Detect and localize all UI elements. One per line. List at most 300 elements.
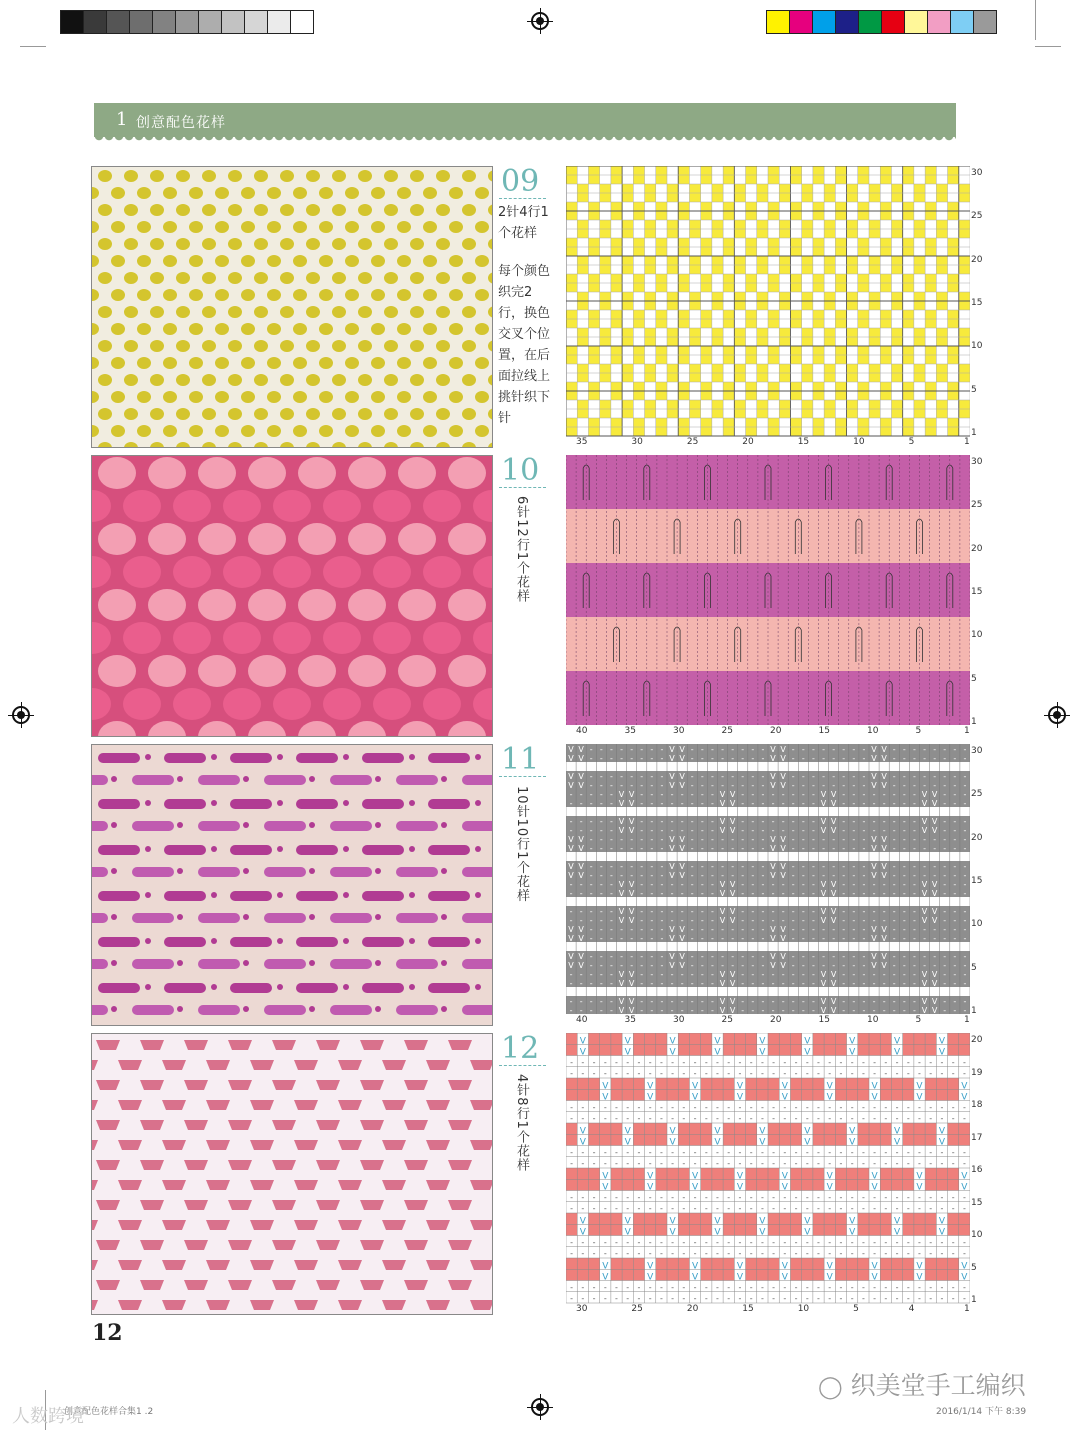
chart-cell bbox=[824, 1123, 835, 1134]
chart-cell bbox=[566, 1089, 577, 1100]
stitch-symbol: - bbox=[873, 1159, 877, 1168]
stitch-symbol: - bbox=[731, 952, 735, 961]
column-label: 1 bbox=[964, 1015, 970, 1025]
stitch-symbol: - bbox=[761, 790, 765, 799]
stitch-symbol: - bbox=[861, 1147, 865, 1157]
stitch-symbol: - bbox=[570, 1159, 574, 1168]
stitch-symbol: - bbox=[940, 1102, 944, 1112]
chart-cell bbox=[588, 418, 599, 427]
stitch-symbol: - bbox=[933, 961, 937, 970]
stitch-symbol: - bbox=[906, 1159, 910, 1168]
chart-cell bbox=[757, 1179, 768, 1190]
chart-cell bbox=[891, 1258, 902, 1269]
stitch-symbol: - bbox=[801, 871, 805, 880]
chart-cell bbox=[622, 328, 633, 337]
row-label: 15 bbox=[971, 1197, 983, 1208]
column-label: 25 bbox=[721, 726, 733, 736]
stitch-symbol: - bbox=[842, 952, 846, 961]
stitch-symbol: - bbox=[637, 1249, 641, 1258]
chart-cell bbox=[566, 1224, 577, 1235]
stitch-symbol: - bbox=[682, 1294, 686, 1303]
chart-cell bbox=[813, 238, 824, 247]
chart-cell bbox=[678, 427, 689, 436]
stitch-symbol: - bbox=[592, 1249, 596, 1258]
stitch-symbol: - bbox=[671, 1102, 675, 1112]
stitch-symbol: - bbox=[892, 799, 896, 808]
chart-cell bbox=[847, 409, 858, 418]
chart-cell bbox=[948, 1123, 959, 1134]
stitch-symbol: - bbox=[716, 1147, 719, 1157]
color-swatch bbox=[129, 10, 153, 34]
chart-cell bbox=[847, 193, 858, 202]
stitch-symbol: - bbox=[929, 1069, 933, 1078]
stitch-symbol: - bbox=[801, 925, 805, 934]
stitch-symbol: - bbox=[963, 970, 967, 979]
chart-cell bbox=[903, 283, 914, 292]
stitch-symbol: - bbox=[626, 1114, 630, 1123]
stitch-symbol: - bbox=[861, 1294, 865, 1303]
stitch-symbol: - bbox=[882, 916, 886, 925]
chart-cell bbox=[667, 193, 678, 202]
stitch-symbol: - bbox=[884, 1204, 888, 1213]
chart-cell bbox=[779, 328, 790, 337]
chart-cell bbox=[667, 265, 678, 274]
stitch-symbol: - bbox=[599, 916, 603, 925]
stitch-symbol: - bbox=[832, 754, 836, 763]
stitch-symbol: V bbox=[679, 754, 685, 763]
stitch-symbol: - bbox=[760, 1294, 764, 1303]
stitch-symbol: - bbox=[761, 799, 765, 808]
stitch-symbol: - bbox=[749, 1069, 753, 1078]
stitch-symbol: - bbox=[626, 1192, 630, 1202]
stitch-symbol: - bbox=[620, 871, 623, 880]
chart-cell bbox=[768, 391, 779, 400]
chart-cell bbox=[600, 184, 611, 193]
stitch-symbol: - bbox=[610, 934, 613, 943]
stitch-symbol: - bbox=[599, 781, 603, 790]
stitch-symbol: V bbox=[628, 880, 635, 889]
chart-cell bbox=[813, 283, 824, 292]
stitch-symbol: - bbox=[761, 835, 765, 844]
chart-cell bbox=[858, 1269, 869, 1280]
chart-cell bbox=[813, 1033, 824, 1044]
stitch-symbol: - bbox=[760, 1159, 764, 1168]
stitch-symbol: - bbox=[822, 952, 825, 961]
chart-cell bbox=[824, 265, 835, 274]
stitch-symbol: - bbox=[895, 1147, 899, 1157]
chart-cell bbox=[847, 184, 858, 193]
stitch-symbol: - bbox=[626, 1057, 630, 1067]
stitch-symbol: V bbox=[628, 979, 635, 988]
chart-cell bbox=[858, 346, 869, 355]
chart-cell bbox=[689, 292, 700, 301]
stitch-symbol: V bbox=[871, 835, 877, 844]
stitch-symbol: V bbox=[624, 1137, 631, 1148]
chart-cell bbox=[734, 328, 745, 337]
stitch-symbol: - bbox=[761, 934, 765, 943]
stitch-symbol: - bbox=[690, 979, 694, 988]
stitch-symbol: V bbox=[871, 862, 877, 871]
stitch-symbol: - bbox=[680, 817, 684, 826]
stitch-symbol: - bbox=[682, 1114, 686, 1123]
stitch-symbol: - bbox=[630, 961, 634, 970]
stitch-symbol: - bbox=[589, 790, 593, 799]
stitch-symbol: V bbox=[729, 826, 736, 835]
stitch-symbol: V bbox=[714, 1216, 721, 1227]
stitch-symbol: - bbox=[884, 1102, 888, 1112]
chart-cell bbox=[858, 1089, 869, 1100]
stitch-symbol: - bbox=[906, 1069, 910, 1078]
chart-cell bbox=[633, 1089, 644, 1100]
stitch-symbol: - bbox=[693, 1237, 697, 1247]
chart-cell bbox=[790, 346, 801, 355]
stitch-symbol: - bbox=[721, 745, 724, 754]
stitch-symbol: - bbox=[929, 1057, 933, 1067]
chart-cell bbox=[925, 319, 936, 328]
stitch-symbol: - bbox=[741, 862, 745, 871]
chart-cell bbox=[847, 1269, 858, 1280]
stitch-symbol: V bbox=[780, 961, 786, 970]
crop-mark bbox=[20, 46, 46, 47]
stitch-symbol: - bbox=[626, 1282, 630, 1292]
stitch-symbol: - bbox=[963, 772, 967, 781]
stitch-symbol: - bbox=[895, 1102, 899, 1112]
chart-cell bbox=[723, 283, 734, 292]
chart-cell bbox=[746, 166, 757, 175]
color-swatch bbox=[60, 10, 84, 34]
stitch-symbol: V bbox=[579, 1126, 586, 1137]
chart-cell bbox=[757, 1078, 768, 1089]
stitch-symbol: - bbox=[828, 1249, 832, 1258]
stitch-symbol: - bbox=[700, 790, 704, 799]
stitch-symbol: - bbox=[850, 1204, 854, 1213]
stitch-symbol: - bbox=[951, 1237, 955, 1247]
stitch-symbol: - bbox=[589, 799, 593, 808]
stitch-symbol: - bbox=[817, 1114, 820, 1123]
chart-cell bbox=[768, 1224, 779, 1235]
stitch-symbol: V bbox=[881, 781, 887, 790]
stitch-symbol: - bbox=[620, 745, 623, 754]
stitch-symbol: - bbox=[700, 907, 704, 916]
chart-cell bbox=[959, 1134, 970, 1145]
stitch-symbol: - bbox=[741, 916, 745, 925]
stitch-symbol: V bbox=[759, 1047, 766, 1058]
chart-cell bbox=[813, 382, 824, 391]
chart-cell bbox=[588, 175, 599, 184]
chart-cell bbox=[600, 292, 611, 301]
stitch-symbol: - bbox=[660, 997, 664, 1006]
stitch-symbol: - bbox=[603, 1294, 607, 1303]
chart-cell bbox=[633, 283, 644, 292]
column-label: 35 bbox=[576, 437, 588, 447]
stitch-symbol: - bbox=[862, 844, 866, 853]
stitch-symbol: - bbox=[751, 889, 755, 898]
stitch-symbol: - bbox=[962, 1204, 966, 1213]
stitch-symbol: - bbox=[620, 952, 623, 961]
stitch-symbol: - bbox=[902, 871, 906, 880]
column-label: 1 bbox=[964, 1304, 970, 1314]
chart-cell bbox=[903, 1089, 914, 1100]
stitch-symbol: - bbox=[828, 1057, 832, 1067]
chart-cell bbox=[645, 256, 656, 265]
chart-cell bbox=[577, 328, 588, 337]
stitch-symbol: - bbox=[832, 871, 836, 880]
stitch-symbol: - bbox=[711, 790, 714, 799]
chart-cell bbox=[858, 1123, 869, 1134]
chart-cell bbox=[622, 373, 633, 382]
stitch-symbol: - bbox=[892, 889, 896, 898]
stitch-symbol: - bbox=[711, 1006, 714, 1015]
stitch-symbol: - bbox=[721, 961, 724, 970]
chart-cell bbox=[959, 1033, 970, 1044]
stitch-symbol: - bbox=[794, 1147, 798, 1157]
stitch-symbol: - bbox=[650, 934, 654, 943]
stitch-symbol: V bbox=[830, 916, 837, 925]
stitch-symbol: - bbox=[637, 1294, 641, 1303]
chart-cell bbox=[611, 391, 622, 400]
chart-cell bbox=[656, 283, 667, 292]
chart-cell bbox=[959, 364, 970, 373]
stitch-symbol: - bbox=[671, 1282, 675, 1292]
stitch-symbol: - bbox=[963, 844, 967, 853]
stitch-symbol: - bbox=[727, 1204, 731, 1213]
stitch-symbol: - bbox=[751, 790, 755, 799]
chart-cell bbox=[779, 409, 790, 418]
chart-cell bbox=[600, 193, 611, 202]
column-label: 20 bbox=[686, 1304, 699, 1314]
chart-cell bbox=[746, 427, 757, 436]
chart-cell bbox=[903, 1179, 914, 1190]
stitch-symbol: - bbox=[828, 1282, 832, 1292]
stitch-symbol: - bbox=[650, 880, 654, 889]
chart-cell bbox=[880, 1134, 891, 1145]
stitch-symbol: - bbox=[579, 880, 583, 889]
chart-cell bbox=[925, 391, 936, 400]
chart-cell bbox=[611, 310, 622, 319]
stitch-symbol: V bbox=[770, 835, 776, 844]
stitch-symbol: - bbox=[741, 880, 745, 889]
chart-cell bbox=[802, 337, 813, 346]
stitch-symbol: - bbox=[872, 880, 876, 889]
chart-cell bbox=[948, 1168, 959, 1179]
stitch-symbol: V bbox=[871, 844, 877, 853]
stitch-symbol: - bbox=[828, 1069, 832, 1078]
chart-cell bbox=[948, 247, 959, 256]
chart-cell bbox=[577, 229, 588, 238]
chart-cell bbox=[790, 1123, 801, 1134]
chart-cell bbox=[824, 1033, 835, 1044]
stitch-symbol: V bbox=[921, 997, 928, 1006]
column-label: 40 bbox=[576, 1015, 588, 1025]
chart-cell bbox=[948, 238, 959, 247]
stitch-symbol: - bbox=[801, 880, 805, 889]
stitch-symbol: - bbox=[852, 961, 856, 970]
chart-cell bbox=[667, 337, 678, 346]
chart-cell bbox=[914, 337, 925, 346]
stitch-symbol: - bbox=[902, 925, 906, 934]
chart-cell bbox=[925, 1134, 936, 1145]
stitch-symbol: V bbox=[931, 889, 938, 898]
chart-cell bbox=[712, 373, 723, 382]
stitch-symbol: V bbox=[921, 790, 928, 799]
chart-cell bbox=[566, 1044, 577, 1055]
chart-cell bbox=[746, 1078, 757, 1089]
stitch-symbol: - bbox=[862, 979, 866, 988]
stitch-symbol: - bbox=[892, 745, 896, 754]
stitch-symbol: - bbox=[842, 826, 846, 835]
stitch-symbol: - bbox=[882, 997, 886, 1006]
stitch-symbol: - bbox=[801, 817, 805, 826]
chart-cell bbox=[948, 1213, 959, 1224]
chart-cell bbox=[802, 1269, 813, 1280]
stitch-symbol: - bbox=[852, 1006, 856, 1015]
stitch-symbol: - bbox=[599, 745, 603, 754]
stitch-symbol: V bbox=[679, 781, 685, 790]
stitch-symbol: V bbox=[669, 925, 675, 934]
stitch-symbol: - bbox=[794, 1159, 798, 1168]
chart-cell bbox=[622, 364, 633, 373]
stitch-symbol: V bbox=[881, 952, 887, 961]
chart-cell bbox=[600, 409, 611, 418]
stitch-symbol: V bbox=[736, 1261, 744, 1272]
stitch-symbol: - bbox=[599, 880, 603, 889]
stitch-symbol: - bbox=[749, 1102, 753, 1112]
chart-cell bbox=[577, 292, 588, 301]
chart-cell bbox=[835, 319, 846, 328]
chart-cell bbox=[566, 202, 577, 211]
stitch-symbol: V bbox=[568, 934, 574, 943]
stitch-symbol: V bbox=[931, 880, 938, 889]
chart-cell bbox=[645, 328, 656, 337]
chart-cell bbox=[645, 1044, 656, 1055]
chart-cell bbox=[746, 202, 757, 211]
chart-cell bbox=[746, 1089, 757, 1100]
stitch-symbol: - bbox=[727, 1114, 731, 1123]
stitch-symbol: - bbox=[579, 970, 583, 979]
chart-cell bbox=[611, 382, 622, 391]
chart-cell bbox=[678, 1213, 689, 1224]
chart-cell bbox=[768, 1269, 779, 1280]
stitch-symbol: - bbox=[610, 790, 613, 799]
chart-cell bbox=[948, 391, 959, 400]
stitch-symbol: - bbox=[690, 745, 694, 754]
stitch-symbol: - bbox=[943, 979, 947, 988]
stitch-symbol: - bbox=[861, 1237, 865, 1247]
stitch-symbol: - bbox=[943, 889, 947, 898]
chart-cell bbox=[903, 211, 914, 220]
chart-cell bbox=[667, 220, 678, 229]
pattern-10-chart bbox=[566, 455, 970, 737]
stitch-symbol: V bbox=[669, 1036, 676, 1047]
stitch-symbol: - bbox=[610, 871, 613, 880]
stitch-symbol: - bbox=[659, 1204, 663, 1213]
stitch-symbol: V bbox=[770, 961, 776, 970]
chart-cell bbox=[633, 1224, 644, 1235]
stitch-symbol: V bbox=[628, 826, 635, 835]
stitch-symbol: - bbox=[690, 925, 694, 934]
stitch-symbol: - bbox=[791, 871, 795, 880]
stitch-symbol: - bbox=[700, 826, 704, 835]
chart-cell bbox=[746, 1179, 757, 1190]
stitch-symbol: - bbox=[963, 925, 967, 934]
stitch-symbol: - bbox=[895, 1282, 899, 1292]
stitch-symbol: - bbox=[761, 952, 765, 961]
stitch-symbol: - bbox=[682, 1237, 686, 1247]
chart-cell bbox=[858, 1044, 869, 1055]
stitch-symbol: - bbox=[569, 907, 573, 916]
stitch-symbol: - bbox=[721, 871, 724, 880]
stitch-symbol: - bbox=[620, 835, 623, 844]
stitch-symbol: - bbox=[832, 934, 836, 943]
chart-cell bbox=[790, 211, 801, 220]
chart-cell bbox=[835, 202, 846, 211]
stitch-symbol: - bbox=[791, 952, 795, 961]
chart-cell bbox=[633, 391, 644, 400]
stitch-symbol: V bbox=[729, 979, 736, 988]
chart-cell bbox=[779, 337, 790, 346]
chart-cell bbox=[847, 301, 858, 310]
stitch-symbol: V bbox=[578, 745, 584, 754]
chart-cell bbox=[813, 211, 824, 220]
chart-cell bbox=[936, 400, 947, 409]
stitch-symbol: - bbox=[731, 934, 735, 943]
chart-cell bbox=[645, 229, 656, 238]
stitch-symbol: - bbox=[670, 880, 674, 889]
stitch-symbol: V bbox=[780, 835, 786, 844]
chart-cell bbox=[656, 346, 667, 355]
chart-cell bbox=[858, 1179, 869, 1190]
color-swatch bbox=[927, 10, 951, 34]
stitch-symbol: - bbox=[832, 925, 836, 934]
stitch-symbol: - bbox=[711, 862, 714, 871]
color-swatch bbox=[290, 10, 314, 34]
stitch-symbol: V bbox=[820, 916, 827, 925]
row-label: 15 bbox=[971, 587, 983, 597]
chart-cell bbox=[925, 1033, 936, 1044]
chart-cell bbox=[577, 373, 588, 382]
pattern-11-number: 11 bbox=[501, 742, 540, 777]
stitch-symbol: - bbox=[648, 1204, 652, 1213]
stitch-symbol: - bbox=[640, 907, 644, 916]
chart-cell bbox=[779, 184, 790, 193]
stitch-symbol: - bbox=[700, 754, 704, 763]
stitch-symbol: - bbox=[822, 754, 825, 763]
stitch-symbol: - bbox=[805, 1294, 809, 1303]
stitch-symbol: V bbox=[921, 970, 928, 979]
stitch-symbol: - bbox=[817, 1102, 820, 1112]
chart-cell bbox=[948, 1179, 959, 1190]
chart-cell bbox=[633, 1269, 644, 1280]
chart-cell bbox=[566, 391, 577, 400]
stitch-symbol: - bbox=[892, 997, 896, 1006]
stitch-symbol: - bbox=[801, 754, 805, 763]
stitch-symbol: - bbox=[892, 916, 896, 925]
stitch-symbol: - bbox=[918, 1147, 921, 1157]
chart-cell bbox=[577, 1089, 588, 1100]
stitch-symbol: V bbox=[568, 754, 574, 763]
stitch-symbol: - bbox=[700, 781, 704, 790]
stitch-symbol: - bbox=[741, 844, 745, 853]
wechat-icon: ◯ bbox=[818, 1375, 843, 1400]
chart-cell bbox=[948, 274, 959, 283]
chart-cell bbox=[847, 220, 858, 229]
stitch-symbol: - bbox=[918, 1159, 921, 1168]
stitch-symbol: V bbox=[759, 1137, 766, 1148]
stitch-symbol: - bbox=[913, 772, 916, 781]
stitch-symbol: V bbox=[647, 1092, 654, 1103]
column-label: 30 bbox=[673, 1015, 685, 1025]
stitch-symbol: - bbox=[610, 889, 613, 898]
